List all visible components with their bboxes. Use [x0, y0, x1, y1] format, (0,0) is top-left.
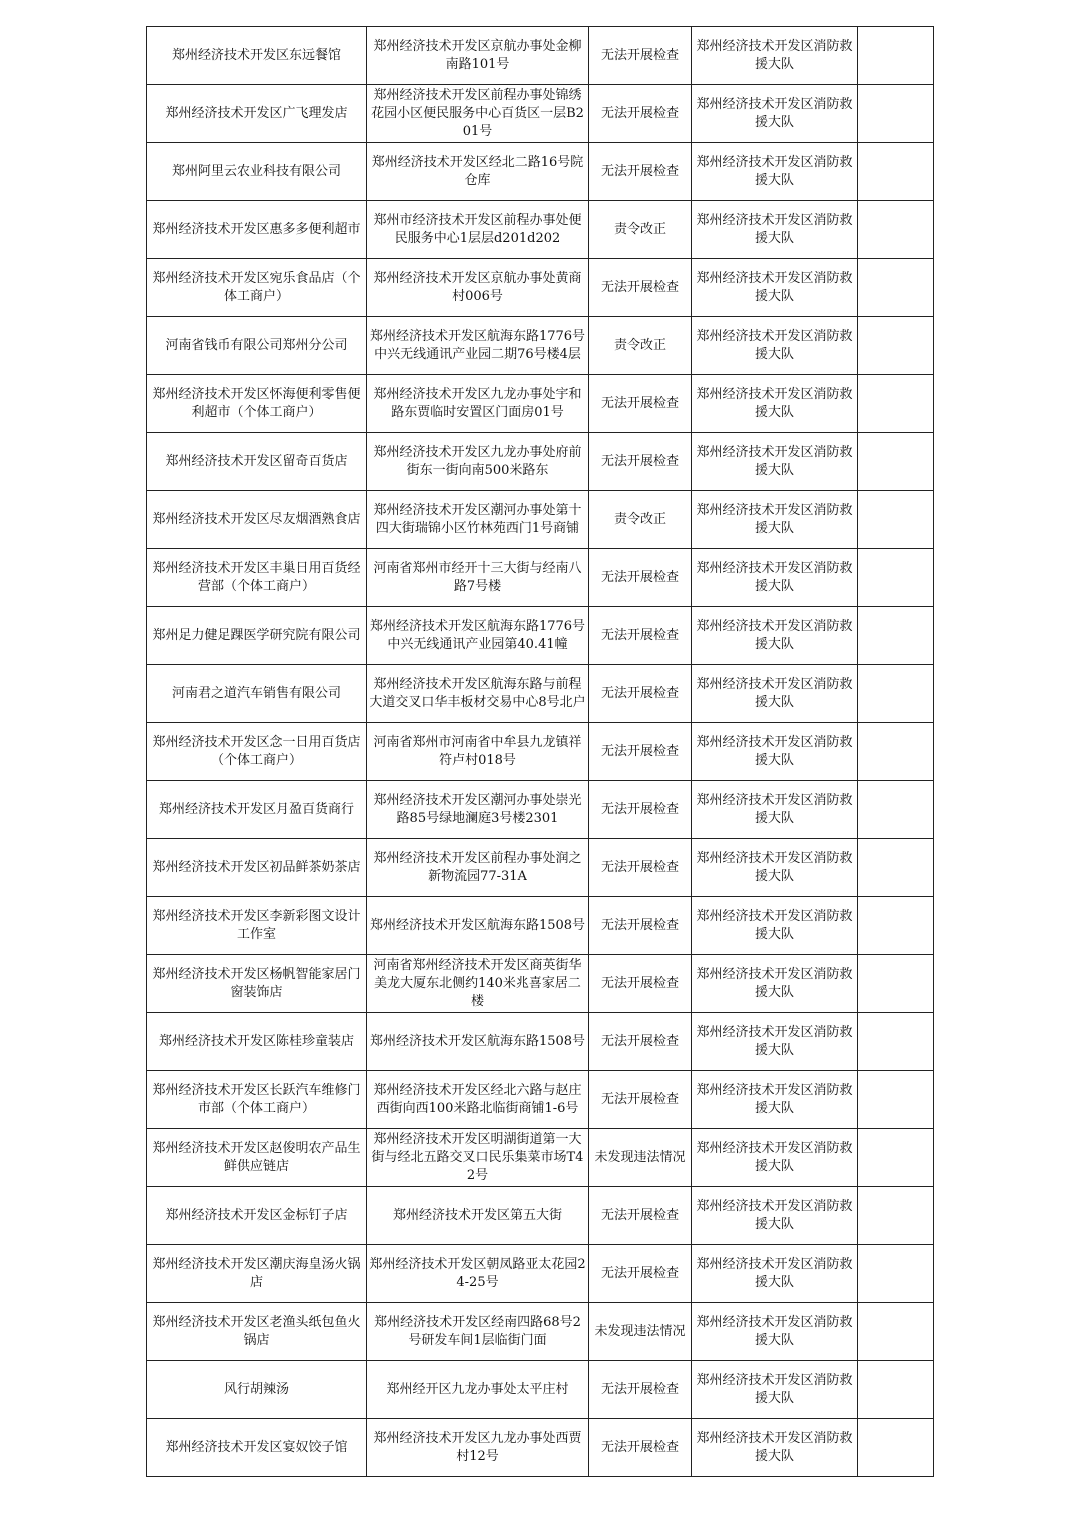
department-cell: 郑州经济技术开发区消防救援大队 [692, 839, 858, 897]
table-row [147, 1129, 934, 1187]
department-cell: 郑州经济技术开发区消防救援大队 [692, 143, 858, 201]
inspection-result-cell: 无法开展检查 [589, 259, 692, 317]
table-row [147, 839, 934, 897]
inspection-result-cell: 无法开展检查 [589, 723, 692, 781]
company-name-cell: 郑州经济技术开发区初品鲜茶奶茶店 [147, 839, 367, 897]
note-cell [858, 259, 934, 317]
company-name-cell: 郑州经济技术开发区杨帆智能家居门窗装饰店 [147, 955, 367, 1013]
table-row [147, 549, 934, 607]
note-cell [858, 665, 934, 723]
department-cell: 郑州经济技术开发区消防救援大队 [692, 375, 858, 433]
department-cell: 郑州经济技术开发区消防救援大队 [692, 1013, 858, 1071]
company-name-cell: 郑州经济技术开发区留奇百货店 [147, 433, 367, 491]
note-cell [858, 1071, 934, 1129]
inspection-table [146, 26, 934, 1477]
note-cell [858, 839, 934, 897]
department-cell: 郑州经济技术开发区消防救援大队 [692, 1361, 858, 1419]
table-row [147, 665, 934, 723]
company-name-cell: 郑州经济技术开发区老渔头纸包鱼火锅店 [147, 1303, 367, 1361]
table-row [147, 607, 934, 665]
company-name-cell: 郑州经济技术开发区东远餐馆 [147, 27, 367, 85]
note-cell [858, 607, 934, 665]
department-cell: 郑州经济技术开发区消防救援大队 [692, 1187, 858, 1245]
department-cell: 郑州经济技术开发区消防救援大队 [692, 665, 858, 723]
company-name-cell: 河南省钱币有限公司郑州分公司 [147, 317, 367, 375]
address-cell: 郑州经济技术开发区航海东路1508号 [367, 1013, 589, 1071]
inspection-result-cell: 无法开展检查 [589, 839, 692, 897]
inspection-result-cell: 无法开展检查 [589, 549, 692, 607]
note-cell [858, 1361, 934, 1419]
address-cell: 河南省郑州市经开十三大街与经南八路7号楼 [367, 549, 589, 607]
table-row [147, 955, 934, 1013]
address-cell: 郑州经济技术开发区航海东路1508号 [367, 897, 589, 955]
inspection-result-cell: 无法开展检查 [589, 1361, 692, 1419]
company-name-cell: 郑州经济技术开发区尽友烟酒熟食店 [147, 491, 367, 549]
inspection-result-cell: 无法开展检查 [589, 85, 692, 143]
address-cell: 郑州经济技术开发区航海东路1776号中兴无线通讯产业园二期76号楼4层 [367, 317, 589, 375]
note-cell [858, 781, 934, 839]
table-row [147, 1361, 934, 1419]
department-cell: 郑州经济技术开发区消防救援大队 [692, 607, 858, 665]
department-cell: 郑州经济技术开发区消防救援大队 [692, 27, 858, 85]
inspection-result-cell: 无法开展检查 [589, 27, 692, 85]
address-cell: 郑州经济技术开发区朝凤路亚太花园24-25号 [367, 1245, 589, 1303]
table-row [147, 1071, 934, 1129]
table-row [147, 491, 934, 549]
company-name-cell: 郑州经济技术开发区金标钉子店 [147, 1187, 367, 1245]
address-cell: 河南省郑州经济技术开发区商英街华美龙大厦东北侧约140米兆喜家居二楼 [367, 955, 589, 1013]
table-row [147, 85, 934, 143]
company-name-cell: 风行胡辣汤 [147, 1361, 367, 1419]
table-row [147, 1187, 934, 1245]
company-name-cell: 河南君之道汽车销售有限公司 [147, 665, 367, 723]
address-cell: 郑州经济技术开发区潮河办事处第十四大街瑞锦小区竹林苑西门1号商铺 [367, 491, 589, 549]
company-name-cell: 郑州经济技术开发区月盈百货商行 [147, 781, 367, 839]
inspection-result-cell: 无法开展检查 [589, 665, 692, 723]
table-row [147, 781, 934, 839]
table-row [147, 375, 934, 433]
inspection-result-cell: 未发现违法情况 [589, 1303, 692, 1361]
note-cell [858, 1245, 934, 1303]
inspection-result-cell: 责令改正 [589, 491, 692, 549]
note-cell [858, 1013, 934, 1071]
company-name-cell: 郑州经济技术开发区广飞理发店 [147, 85, 367, 143]
department-cell: 郑州经济技术开发区消防救援大队 [692, 955, 858, 1013]
table-row [147, 433, 934, 491]
note-cell [858, 1129, 934, 1187]
department-cell: 郑州经济技术开发区消防救援大队 [692, 897, 858, 955]
company-name-cell: 郑州经济技术开发区陈桂珍童装店 [147, 1013, 367, 1071]
table-row [147, 317, 934, 375]
department-cell: 郑州经济技术开发区消防救援大队 [692, 259, 858, 317]
department-cell: 郑州经济技术开发区消防救援大队 [692, 201, 858, 259]
table-row [147, 143, 934, 201]
department-cell: 郑州经济技术开发区消防救援大队 [692, 85, 858, 143]
table-row [147, 27, 934, 85]
address-cell: 郑州经济技术开发区九龙办事处府前街东一街向南500米路东 [367, 433, 589, 491]
address-cell: 郑州经济技术开发区航海东路与前程大道交叉口华丰板材交易中心8号北户 [367, 665, 589, 723]
company-name-cell: 郑州经济技术开发区李新彩图文设计工作室 [147, 897, 367, 955]
note-cell [858, 491, 934, 549]
table-body [147, 27, 934, 1477]
inspection-result-cell: 无法开展检查 [589, 897, 692, 955]
address-cell: 郑州经济技术开发区航海东路1776号中兴无线通讯产业园第40.41幢 [367, 607, 589, 665]
address-cell: 郑州经济技术开发区经北六路与赵庄西街向西100米路北临街商铺1-6号 [367, 1071, 589, 1129]
note-cell [858, 27, 934, 85]
address-cell: 郑州经济技术开发区经南四路68号2号研发车间1层临街门面 [367, 1303, 589, 1361]
note-cell [858, 201, 934, 259]
department-cell: 郑州经济技术开发区消防救援大队 [692, 549, 858, 607]
inspection-result-cell: 无法开展检查 [589, 143, 692, 201]
note-cell [858, 143, 934, 201]
inspection-result-cell: 无法开展检查 [589, 1071, 692, 1129]
inspection-result-cell: 无法开展检查 [589, 375, 692, 433]
table-row [147, 723, 934, 781]
inspection-result-cell: 责令改正 [589, 201, 692, 259]
company-name-cell: 郑州经济技术开发区宴奴饺子馆 [147, 1419, 367, 1477]
inspection-result-cell: 无法开展检查 [589, 781, 692, 839]
inspection-result-cell: 无法开展检查 [589, 1419, 692, 1477]
note-cell [858, 955, 934, 1013]
address-cell: 郑州经济技术开发区九龙办事处西贾村12号 [367, 1419, 589, 1477]
table-row [147, 897, 934, 955]
note-cell [858, 317, 934, 375]
department-cell: 郑州经济技术开发区消防救援大队 [692, 433, 858, 491]
note-cell [858, 375, 934, 433]
company-name-cell: 郑州经济技术开发区怀海便利零售便利超市（个体工商户） [147, 375, 367, 433]
department-cell: 郑州经济技术开发区消防救援大队 [692, 1129, 858, 1187]
note-cell [858, 1187, 934, 1245]
note-cell [858, 85, 934, 143]
company-name-cell: 郑州经济技术开发区惠多多便利超市 [147, 201, 367, 259]
table-row [147, 201, 934, 259]
address-cell: 郑州经济技术开发区九龙办事处宇和路东贾临时安置区门面房01号 [367, 375, 589, 433]
company-name-cell: 郑州阿里云农业科技有限公司 [147, 143, 367, 201]
address-cell: 郑州经济技术开发区京航办事处黄商村006号 [367, 259, 589, 317]
inspection-result-cell: 无法开展检查 [589, 955, 692, 1013]
department-cell: 郑州经济技术开发区消防救援大队 [692, 1245, 858, 1303]
note-cell [858, 549, 934, 607]
department-cell: 郑州经济技术开发区消防救援大队 [692, 317, 858, 375]
address-cell: 郑州经济技术开发区第五大街 [367, 1187, 589, 1245]
department-cell: 郑州经济技术开发区消防救援大队 [692, 1303, 858, 1361]
address-cell: 河南省郑州市河南省中牟县九龙镇祥符卢村018号 [367, 723, 589, 781]
inspection-result-cell: 未发现违法情况 [589, 1129, 692, 1187]
inspection-result-cell: 无法开展检查 [589, 607, 692, 665]
note-cell [858, 723, 934, 781]
note-cell [858, 1419, 934, 1477]
department-cell: 郑州经济技术开发区消防救援大队 [692, 1071, 858, 1129]
note-cell [858, 1303, 934, 1361]
table-row [147, 1013, 934, 1071]
company-name-cell: 郑州经济技术开发区丰巢日用百货经营部（个体工商户） [147, 549, 367, 607]
table-row [147, 1245, 934, 1303]
department-cell: 郑州经济技术开发区消防救援大队 [692, 491, 858, 549]
company-name-cell: 郑州经济技术开发区宛乐食品店（个体工商户） [147, 259, 367, 317]
department-cell: 郑州经济技术开发区消防救援大队 [692, 1419, 858, 1477]
inspection-result-cell: 责令改正 [589, 317, 692, 375]
company-name-cell: 郑州经济技术开发区赵俊明农产品生鲜供应链店 [147, 1129, 367, 1187]
address-cell: 郑州经济技术开发区前程办事处润之新物流园77-31A [367, 839, 589, 897]
inspection-result-cell: 无法开展检查 [589, 1245, 692, 1303]
table-row [147, 1419, 934, 1477]
inspection-result-cell: 无法开展检查 [589, 1187, 692, 1245]
company-name-cell: 郑州经济技术开发区长跃汽车维修门市部（个体工商户） [147, 1071, 367, 1129]
note-cell [858, 897, 934, 955]
address-cell: 郑州经济技术开发区明湖街道第一大街与经北五路交叉口民乐集菜市场T42号 [367, 1129, 589, 1187]
note-cell [858, 433, 934, 491]
inspection-result-cell: 无法开展检查 [589, 1013, 692, 1071]
address-cell: 郑州经开区九龙办事处太平庄村 [367, 1361, 589, 1419]
address-cell: 郑州经济技术开发区京航办事处金柳南路101号 [367, 27, 589, 85]
table-row [147, 259, 934, 317]
company-name-cell: 郑州经济技术开发区潮庆海皇汤火锅店 [147, 1245, 367, 1303]
company-name-cell: 郑州经济技术开发区念一日用百货店（个体工商户） [147, 723, 367, 781]
address-cell: 郑州经济技术开发区经北二路16号院仓库 [367, 143, 589, 201]
inspection-result-cell: 无法开展检查 [589, 433, 692, 491]
address-cell: 郑州经济技术开发区前程办事处锦绣花园小区便民服务中心百货区一层B201号 [367, 85, 589, 143]
address-cell: 郑州市经济技术开发区前程办事处便民服务中心1层层d201d202 [367, 201, 589, 259]
address-cell: 郑州经济技术开发区潮河办事处崇光路85号绿地澜庭3号楼2301 [367, 781, 589, 839]
company-name-cell: 郑州足力健足踝医学研究院有限公司 [147, 607, 367, 665]
department-cell: 郑州经济技术开发区消防救援大队 [692, 723, 858, 781]
table-row [147, 1303, 934, 1361]
department-cell: 郑州经济技术开发区消防救援大队 [692, 781, 858, 839]
